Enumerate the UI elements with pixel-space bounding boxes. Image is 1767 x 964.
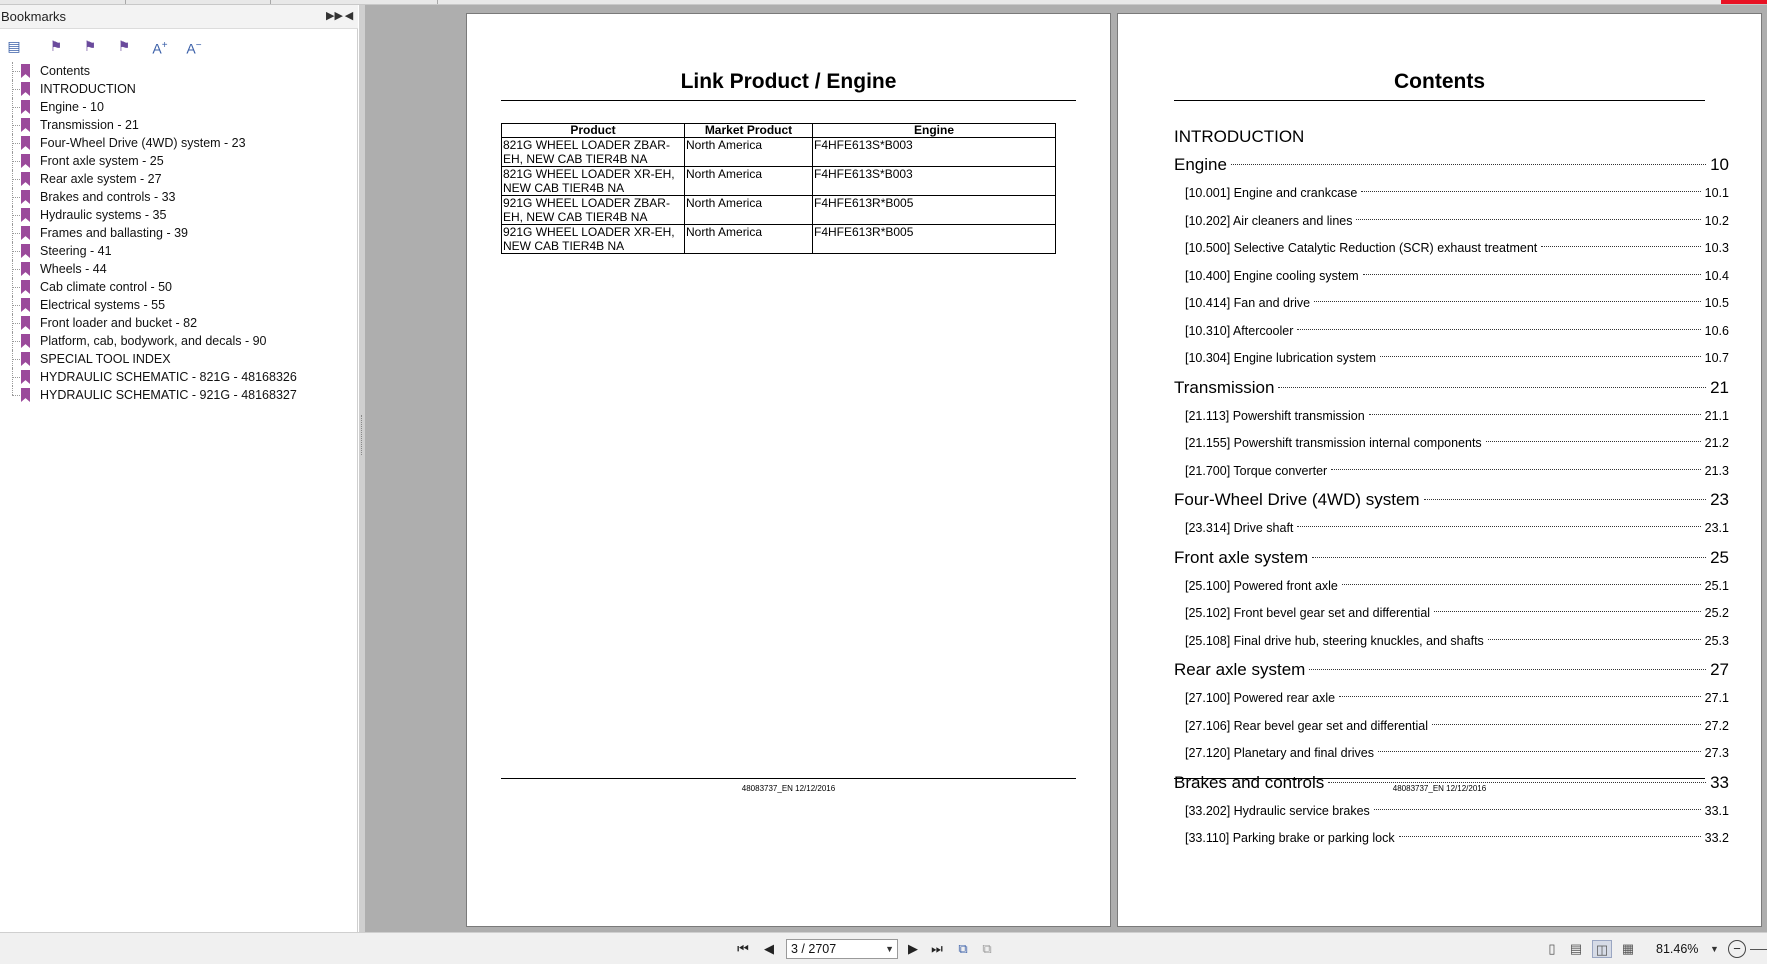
bookmark-item[interactable] [0,62,358,80]
bookmark-icon [21,244,30,258]
bookmark-tree [0,62,358,404]
toc-leader [1297,526,1700,527]
bookmarks-title: Bookmarks [1,9,67,24]
toc-leader [1363,274,1701,275]
bookmark-item[interactable] [0,80,358,98]
tree-line [12,161,22,162]
toc-subsection-page: 27.2 [1704,718,1729,733]
tab-divider [437,0,438,4]
toc-section-page: 21 [1710,377,1729,397]
toc-subsection[interactable] [1174,628,1729,656]
toc-leader [1339,696,1701,697]
bookmarks-header [0,5,358,29]
toc-leader [1328,782,1706,783]
bookmark-icon [21,118,30,132]
page-footer: 48083737_EN 12/12/2016 [1392,784,1487,793]
toc-subsection[interactable] [1174,685,1729,713]
tree-line [12,197,22,198]
bookmark-label: Frames and ballasting - 39 [40,226,188,240]
tree-line [12,179,22,180]
toc-leader [1312,557,1706,558]
toc-subsection[interactable] [1174,825,1729,853]
bookmark-label: Hydraulic systems - 35 [40,208,167,222]
bookmark-item[interactable] [0,170,358,188]
bookmark-label: Transmission - 21 [40,118,139,132]
tree-line [12,377,22,378]
bookmark-item[interactable] [0,332,358,350]
toc-section[interactable] [1174,373,1729,403]
bottom-toolbar [0,932,1767,964]
bookmark-label: Platform, cab, bodywork, and decals - 90 [40,334,267,348]
toc-leader [1380,356,1701,357]
bookmark-options-icon[interactable]: ▤ [7,38,21,54]
toc-section-page: 27 [1710,660,1729,679]
splitter-grip[interactable] [361,415,363,455]
toc-section-page: 10 [1710,155,1729,174]
toc-section-title: Transmission [1174,377,1275,397]
chevron-down-icon[interactable]: ▼ [1710,944,1719,954]
zoom-level[interactable]: 81.46% [1656,942,1699,956]
bookmark-item[interactable] [0,188,358,206]
first-page-icon[interactable]: ⏮ [737,941,749,956]
bookmark-label: HYDRAULIC SCHEMATIC - 821G - 48168326 [40,370,297,384]
bookmark-item[interactable] [0,386,358,404]
bookmark-icon [21,64,30,78]
tree-line [12,323,22,324]
toc-subsection-title: [33.110] Parking brake or parking lock [1185,831,1395,845]
bookmark-icon [21,226,30,240]
toc-subsection-page: 10.5 [1704,296,1729,310]
bookmark-icon [21,100,30,114]
tab-divider [125,0,126,4]
continuous-view-icon[interactable]: ▤ [1569,941,1583,956]
bookmark-icon [21,298,30,312]
toc-subsection-page: 10.4 [1704,268,1729,283]
market-cell: North America [685,196,813,225]
bookmark-item[interactable] [0,134,358,152]
table-row [502,225,1056,254]
tree-line [12,125,22,126]
bookmark-item[interactable] [0,98,358,116]
tree-line [12,107,22,108]
toc-subsection[interactable] [1174,713,1729,741]
toc-subsection-page: 25.1 [1704,578,1729,593]
tree-line [12,287,22,288]
toc-leader [1541,246,1700,247]
toc-subsection-title: [10.310] Aftercooler [1185,323,1294,338]
toc-subsection-page: 21.3 [1704,463,1729,478]
tree-line [12,386,13,395]
toc-subsection-page: 21.2 [1704,436,1729,450]
market-cell: North America [685,225,813,254]
bookmark-item[interactable] [0,116,358,134]
tree-line [12,359,22,360]
engine-cell: F4HFE613R*B005 [813,225,1056,254]
toc-subsection-page: 33.2 [1704,831,1729,845]
toc-subsection-title: [21.700] Torque converter [1185,463,1328,478]
toc-section[interactable] [1174,485,1729,515]
bookmark-label: Front loader and bucket - 82 [40,316,198,330]
bookmark-refresh-icon[interactable]: ⚑ [83,38,97,54]
single-page-view-icon[interactable]: ▯ [1548,941,1556,956]
toc-leader [1331,469,1700,470]
toc-subsection[interactable] [1174,515,1729,543]
toc-leader [1297,329,1700,330]
column-header: Market Product [685,124,813,138]
toc-intro[interactable]: INTRODUCTION [1174,127,1305,146]
tree-line [12,395,22,396]
bookmark-icon [21,136,30,150]
column-header: Product [502,124,685,138]
product-cell: 821G WHEEL LOADER ZBAR-EH, NEW CAB TIER4B NA [502,138,685,167]
toc-subsection-page: 25.3 [1704,633,1729,648]
bookmark-item[interactable] [0,152,358,170]
toc-subsection[interactable] [1174,573,1729,601]
product-cell: 921G WHEEL LOADER ZBAR-EH, NEW CAB TIER4B NA [502,196,685,225]
bookmark-label: Steering - 41 [40,244,112,258]
toc-leader [1374,809,1701,810]
next-view-icon[interactable]: ⧉ [982,941,992,956]
toc-leader [1278,387,1706,388]
toc-leader [1488,639,1701,640]
toc-subsection[interactable] [1174,458,1729,486]
toc-subsection[interactable] [1174,740,1729,768]
toc-subsection-title: [10.400] Engine cooling system [1185,268,1359,283]
table-header-row [502,124,1056,138]
decrease-font-icon[interactable]: A− [186,40,202,57]
bookmark-label: Four-Wheel Drive (4WD) system - 23 [40,136,246,150]
facing-pages-view-icon[interactable]: ◫ [1592,940,1612,958]
tab-divider [270,0,271,4]
page-right [1117,13,1762,927]
toc-subsection[interactable] [1174,208,1729,236]
toc-subsection-page: 25.2 [1704,606,1729,620]
title-rule [1174,100,1705,101]
tree-line [12,89,22,90]
toc-subsection-title: [25.100] Powered front axle [1185,578,1338,593]
tree-line [12,143,22,144]
toc-leader [1369,414,1701,415]
bookmark-item[interactable] [0,242,358,260]
bookmark-item[interactable] [0,260,358,278]
market-cell: North America [685,138,813,167]
bookmark-label: HYDRAULIC SCHEMATIC - 921G - 48168327 [40,388,297,402]
toc-subsection[interactable] [1174,235,1729,263]
engine-cell: F4HFE613S*B003 [813,167,1056,196]
toc-section-title: Rear axle system [1174,660,1306,679]
page-footer: 48083737_EN 12/12/2016 [741,784,836,793]
bookmark-label: Cab climate control - 50 [40,280,173,294]
column-header: Engine [813,124,1056,138]
bookmarks-toolbar [0,31,358,63]
bookmark-label: INTRODUCTION [40,82,136,96]
chevron-down-icon[interactable]: ▼ [885,944,894,954]
previous-view-icon[interactable]: ⧉ [958,941,968,956]
bookmark-item[interactable] [0,206,358,224]
toc-leader [1314,301,1701,302]
toc-subsection-page: 27.3 [1704,746,1729,760]
toc-leader [1356,219,1700,220]
bookmark-icon [21,388,30,402]
bookmark-icon [21,154,30,168]
bookmark-label: Contents [40,64,91,78]
toc-leader [1399,836,1701,837]
bookmark-icon [21,172,30,186]
bookmark-item[interactable] [0,350,358,368]
close-window-button[interactable] [1721,0,1767,4]
toc-subsection-page: 10.7 [1704,351,1729,365]
bookmark-label: Brakes and controls - 33 [40,190,176,204]
bookmark-label: Engine - 10 [40,100,104,114]
bookmark-item[interactable] [0,224,358,242]
previous-page-icon[interactable]: ◀ [764,941,774,956]
bookmark-icon [21,334,30,348]
toc-subsection[interactable] [1174,600,1729,628]
bookmark-icon [21,352,30,366]
increase-font-icon[interactable]: A+ [152,40,168,57]
toc-subsection-page: 27.1 [1704,691,1729,705]
bookmark-icon [21,280,30,294]
toc-subsection[interactable] [1174,263,1729,291]
toc-subsection[interactable] [1174,318,1729,346]
toc-leader [1432,724,1701,725]
zoom-out-icon[interactable]: − [1728,940,1746,958]
toc-leader [1486,441,1701,442]
market-cell: North America [685,167,813,196]
page-title: Contents [1394,70,1485,93]
product-cell: 921G WHEEL LOADER XR-EH, NEW CAB TIER4B NA [502,225,685,254]
tree-line [12,71,22,72]
toc-subsection-page: 10.6 [1704,323,1729,338]
footer-rule [501,778,1076,779]
bookmark-item[interactable] [0,296,358,314]
bookmark-item[interactable] [0,368,358,386]
page-number-input[interactable] [786,939,898,959]
bookmark-icon [21,190,30,204]
toc-section-title: Four-Wheel Drive (4WD) system [1174,490,1420,509]
toc-subsection[interactable] [1174,798,1729,826]
bookmark-label: Front axle system - 25 [40,154,164,168]
toc-subsection[interactable] [1174,403,1729,431]
toc-leader [1361,191,1700,192]
bookmark-icon [21,262,30,276]
toc-subsection-page: 10.3 [1704,241,1729,255]
toc-subsection[interactable] [1174,345,1729,373]
toc-subsection-title: [25.102] Front bevel gear set and differential [1185,606,1431,620]
bookmark-label: Wheels - 44 [40,262,107,276]
bookmarks-panel [0,5,358,932]
toc-section[interactable] [1174,150,1729,180]
toc-subsection-page: 10.2 [1704,213,1729,228]
toc-section-page: 25 [1710,547,1729,567]
bookmark-item[interactable] [0,278,358,296]
toc-leader [1231,164,1706,165]
toc-subsection-title: [27.100] Powered rear axle [1185,691,1336,705]
toc-subsection-page: 21.1 [1704,408,1729,423]
toc-section[interactable] [1174,655,1729,685]
last-page-icon[interactable]: ⏭ [931,941,943,956]
bookmark-icon[interactable]: ⚑ [49,38,63,54]
toc-subsection[interactable] [1174,180,1729,208]
toc-subsection-title: [10.202] Air cleaners and lines [1185,213,1353,228]
tree-line [12,215,22,216]
toc-section-page: 23 [1710,490,1729,509]
page-left [466,13,1111,927]
document-viewport[interactable] [365,5,1767,932]
contents-list [1174,123,1729,853]
page-title: Link Product / Engine [680,70,897,93]
toc-subsection[interactable] [1174,290,1729,318]
toc-section-title: Engine [1174,155,1227,174]
table-row [502,196,1056,225]
bookmark-label: Rear axle system - 27 [40,172,162,186]
bookmark-item[interactable] [0,314,358,332]
toc-subsection[interactable] [1174,430,1729,458]
toc-subsection-title: [10.304] Engine lubrication system [1185,351,1377,365]
tree-line [12,305,22,306]
footer-rule [1174,778,1705,779]
table-row [502,138,1056,167]
toc-leader [1424,499,1706,500]
tree-line [12,269,22,270]
toc-subsection-title: [25.108] Final drive hub, steering knuckles, and shafts [1185,633,1484,648]
bookmark-icon [21,370,30,384]
title-rule [501,100,1076,101]
toc-subsection-title: [21.155] Powershift transmission internal components [1185,436,1482,450]
toc-subsection-page: 23.1 [1704,521,1729,535]
toc-leader [1309,669,1706,670]
toc-subsection-page: 10.1 [1704,186,1729,200]
next-page-icon[interactable]: ▶ [908,941,918,956]
continuous-facing-view-icon[interactable]: ▦ [1621,941,1635,956]
bookmark-label: Electrical systems - 55 [40,298,166,312]
toc-subsection-title: [10.414] Fan and drive [1185,296,1311,310]
bookmark-label: SPECIAL TOOL INDEX [40,352,171,366]
product-cell: 821G WHEEL LOADER XR-EH, NEW CAB TIER4B NA [502,167,685,196]
sidebar-footer [0,933,358,964]
toc-subsection-page: 33.1 [1704,803,1729,818]
bookmark-icon [21,316,30,330]
engine-cell: F4HFE613R*B005 [813,196,1056,225]
toc-subsection-title: [27.106] Rear bevel gear set and differential [1185,718,1428,733]
product-engine-table [501,123,1056,254]
page-indicator: 3 / 2707 [791,942,837,956]
bookmark-find-icon[interactable]: ⚑ [117,38,131,54]
toc-subsection-title: [10.500] Selective Catalytic Reduction (SCR) exhaust treatment [1185,241,1538,255]
toc-leader [1342,584,1701,585]
toc-subsection-title: [27.120] Planetary and final drives [1185,746,1375,760]
tree-line [12,341,22,342]
toc-section-title: Front axle system [1174,547,1309,567]
bookmark-icon [21,208,30,222]
engine-cell: F4HFE613S*B003 [813,138,1056,167]
tree-line [12,233,22,234]
expand-panel-icon[interactable]: ▶▶ [326,10,343,22]
collapse-panel-icon[interactable]: ◀ [344,10,354,22]
zoom-slider[interactable] [1750,949,1767,950]
toc-leader [1378,751,1701,752]
bookmark-icon [21,82,30,96]
toc-section[interactable] [1174,768,1729,798]
toc-subsection-title: [33.202] Hydraulic service brakes [1185,803,1370,818]
toc-subsection-title: [21.113] Powershift transmission [1185,408,1365,423]
toc-section[interactable] [1174,543,1729,573]
toc-section-page: 33 [1710,772,1729,792]
toc-leader [1434,611,1701,612]
table-row [502,167,1056,196]
toc-subsection-title: [10.001] Engine and crankcase [1185,186,1358,200]
toc-section-title: Brakes and controls [1174,772,1325,792]
toc-subsection-title: [23.314] Drive shaft [1185,521,1294,535]
tree-line [12,251,22,252]
